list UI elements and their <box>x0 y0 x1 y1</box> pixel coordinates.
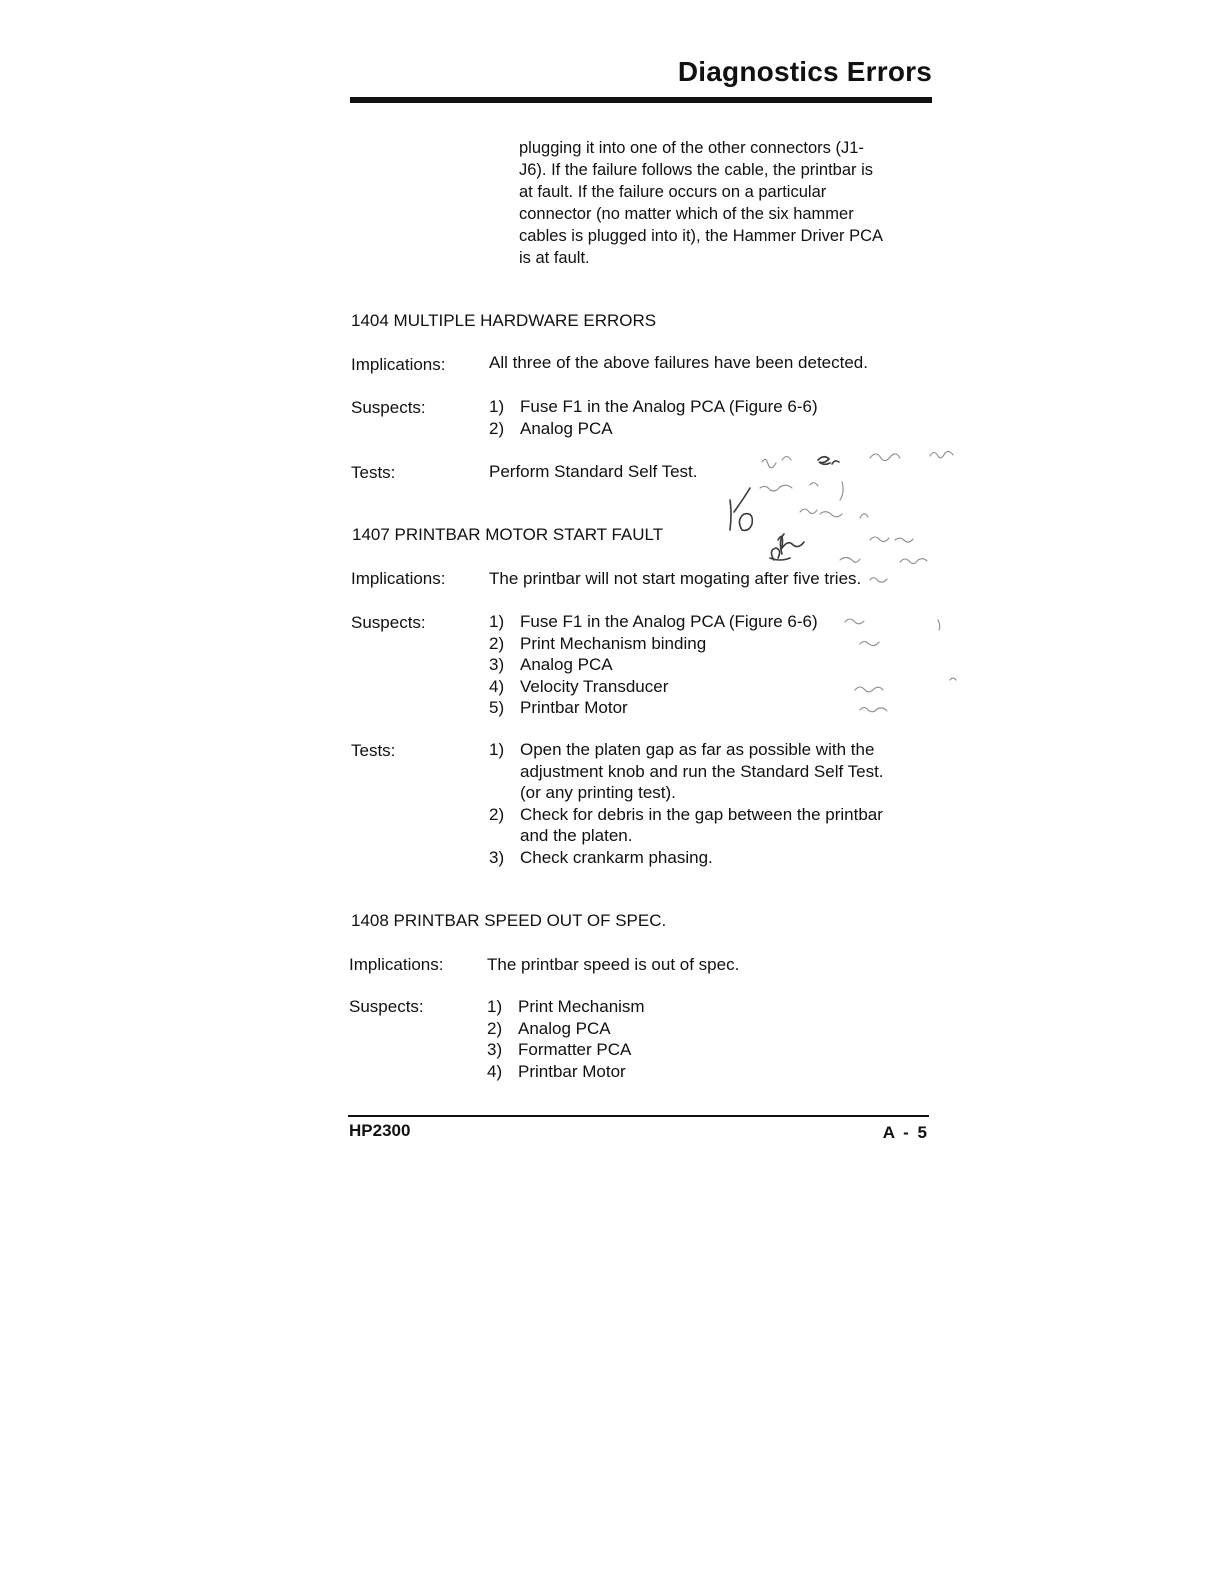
list-number: 3) <box>487 1040 503 1059</box>
list-text-line: Open the platen gap as far as possible with the <box>520 740 875 759</box>
list-text-line: Check for debris in the gap between the printbar <box>520 804 883 824</box>
list-text: Fuse F1 in the Analog PCA (Figure 6-6) <box>520 397 818 416</box>
list-text: Analog PCA <box>518 1018 611 1038</box>
list-text-line: Check crankarm phasing. <box>520 847 713 867</box>
intro-line: J6). If the failure follows the cable, the printbar is <box>519 161 874 179</box>
suspects-label: Suspects: <box>351 613 426 632</box>
implications-label: Implications: <box>351 569 446 588</box>
list-text <box>520 739 884 804</box>
list-item <box>489 418 818 440</box>
list-number: 2) <box>489 804 505 824</box>
list-item <box>487 1018 645 1040</box>
section-heading-1408: 1408 PRINTBAR SPEED OUT OF SPEC. <box>351 911 667 930</box>
list-number: 2) <box>489 418 505 438</box>
page-number: A - 5 <box>882 1123 929 1142</box>
tests-label: Tests: <box>351 741 396 760</box>
list-number: 1) <box>489 740 505 759</box>
intro-paragraph <box>519 137 931 269</box>
implications-text: The printbar speed is out of spec. <box>487 955 740 974</box>
list-number: 4) <box>487 1061 503 1081</box>
tests-label: Tests: <box>351 463 396 482</box>
list-number: 1) <box>489 397 505 416</box>
implications-label: Implications: <box>351 355 446 374</box>
list-item <box>489 847 884 869</box>
section-heading-1404: 1404 MULTIPLE HARDWARE ERRORS <box>351 311 657 330</box>
list-item <box>487 1061 645 1083</box>
intro-line: plugging it into one of the other connectors (J1- <box>519 139 864 157</box>
list-text <box>520 847 713 869</box>
section-heading-1407: 1407 PRINTBAR MOTOR START FAULT <box>352 525 664 544</box>
list-text: Velocity Transducer <box>520 676 669 696</box>
list-number: 5) <box>489 698 505 717</box>
list-number: 3) <box>489 655 505 674</box>
intro-line: is at fault. <box>519 249 590 267</box>
list-number: 1) <box>489 612 505 631</box>
list-item <box>487 996 645 1018</box>
list-text: Fuse F1 in the Analog PCA (Figure 6-6) <box>520 612 818 631</box>
suspects-list <box>489 396 818 439</box>
suspects-label: Suspects: <box>349 997 424 1016</box>
implications-text: The printbar will not start mogating after five tries. <box>489 569 862 588</box>
suspects-list <box>487 996 645 1082</box>
list-text-line: adjustment knob and run the Standard Self Test. <box>520 761 884 781</box>
intro-line: cables is plugged into it), the Hammer Driver PCA <box>519 227 884 245</box>
footer-model: HP2300 <box>349 1121 411 1140</box>
list-text: Printbar Motor <box>520 698 628 717</box>
list-number: 4) <box>489 676 505 696</box>
intro-line: at fault. If the failure occurs on a particular <box>519 183 827 201</box>
list-text: Print Mechanism binding <box>520 633 707 653</box>
list-text-line: (or any printing test). <box>520 783 676 802</box>
header-rule <box>350 97 932 103</box>
handwritten-annotation <box>720 440 990 730</box>
suspects-label: Suspects: <box>351 398 426 417</box>
list-text: Printbar Motor <box>518 1061 626 1081</box>
list-item <box>489 396 818 418</box>
intro-line: connector (no matter which of the six hammer <box>519 205 854 223</box>
implications-text: All three of the above failures have been detected. <box>489 353 868 372</box>
list-text: Formatter PCA <box>518 1040 632 1059</box>
list-number: 3) <box>489 847 505 867</box>
list-text: Print Mechanism <box>518 997 645 1016</box>
list-number: 2) <box>487 1018 503 1038</box>
implications-label: Implications: <box>349 955 444 974</box>
list-text <box>520 804 883 847</box>
list-number: 1) <box>487 997 503 1016</box>
list-text-line: and the platen. <box>520 826 633 845</box>
tests-text: Perform Standard Self Test. <box>489 462 698 481</box>
list-item <box>489 804 884 847</box>
page-title: Diagnostics Errors <box>677 56 932 87</box>
footer-rule <box>348 1115 929 1117</box>
list-item <box>487 1039 645 1061</box>
list-number: 2) <box>489 633 505 653</box>
tests-list <box>489 739 884 868</box>
list-text: Analog PCA <box>520 418 613 438</box>
list-item <box>489 739 884 804</box>
list-text: Analog PCA <box>520 655 613 674</box>
